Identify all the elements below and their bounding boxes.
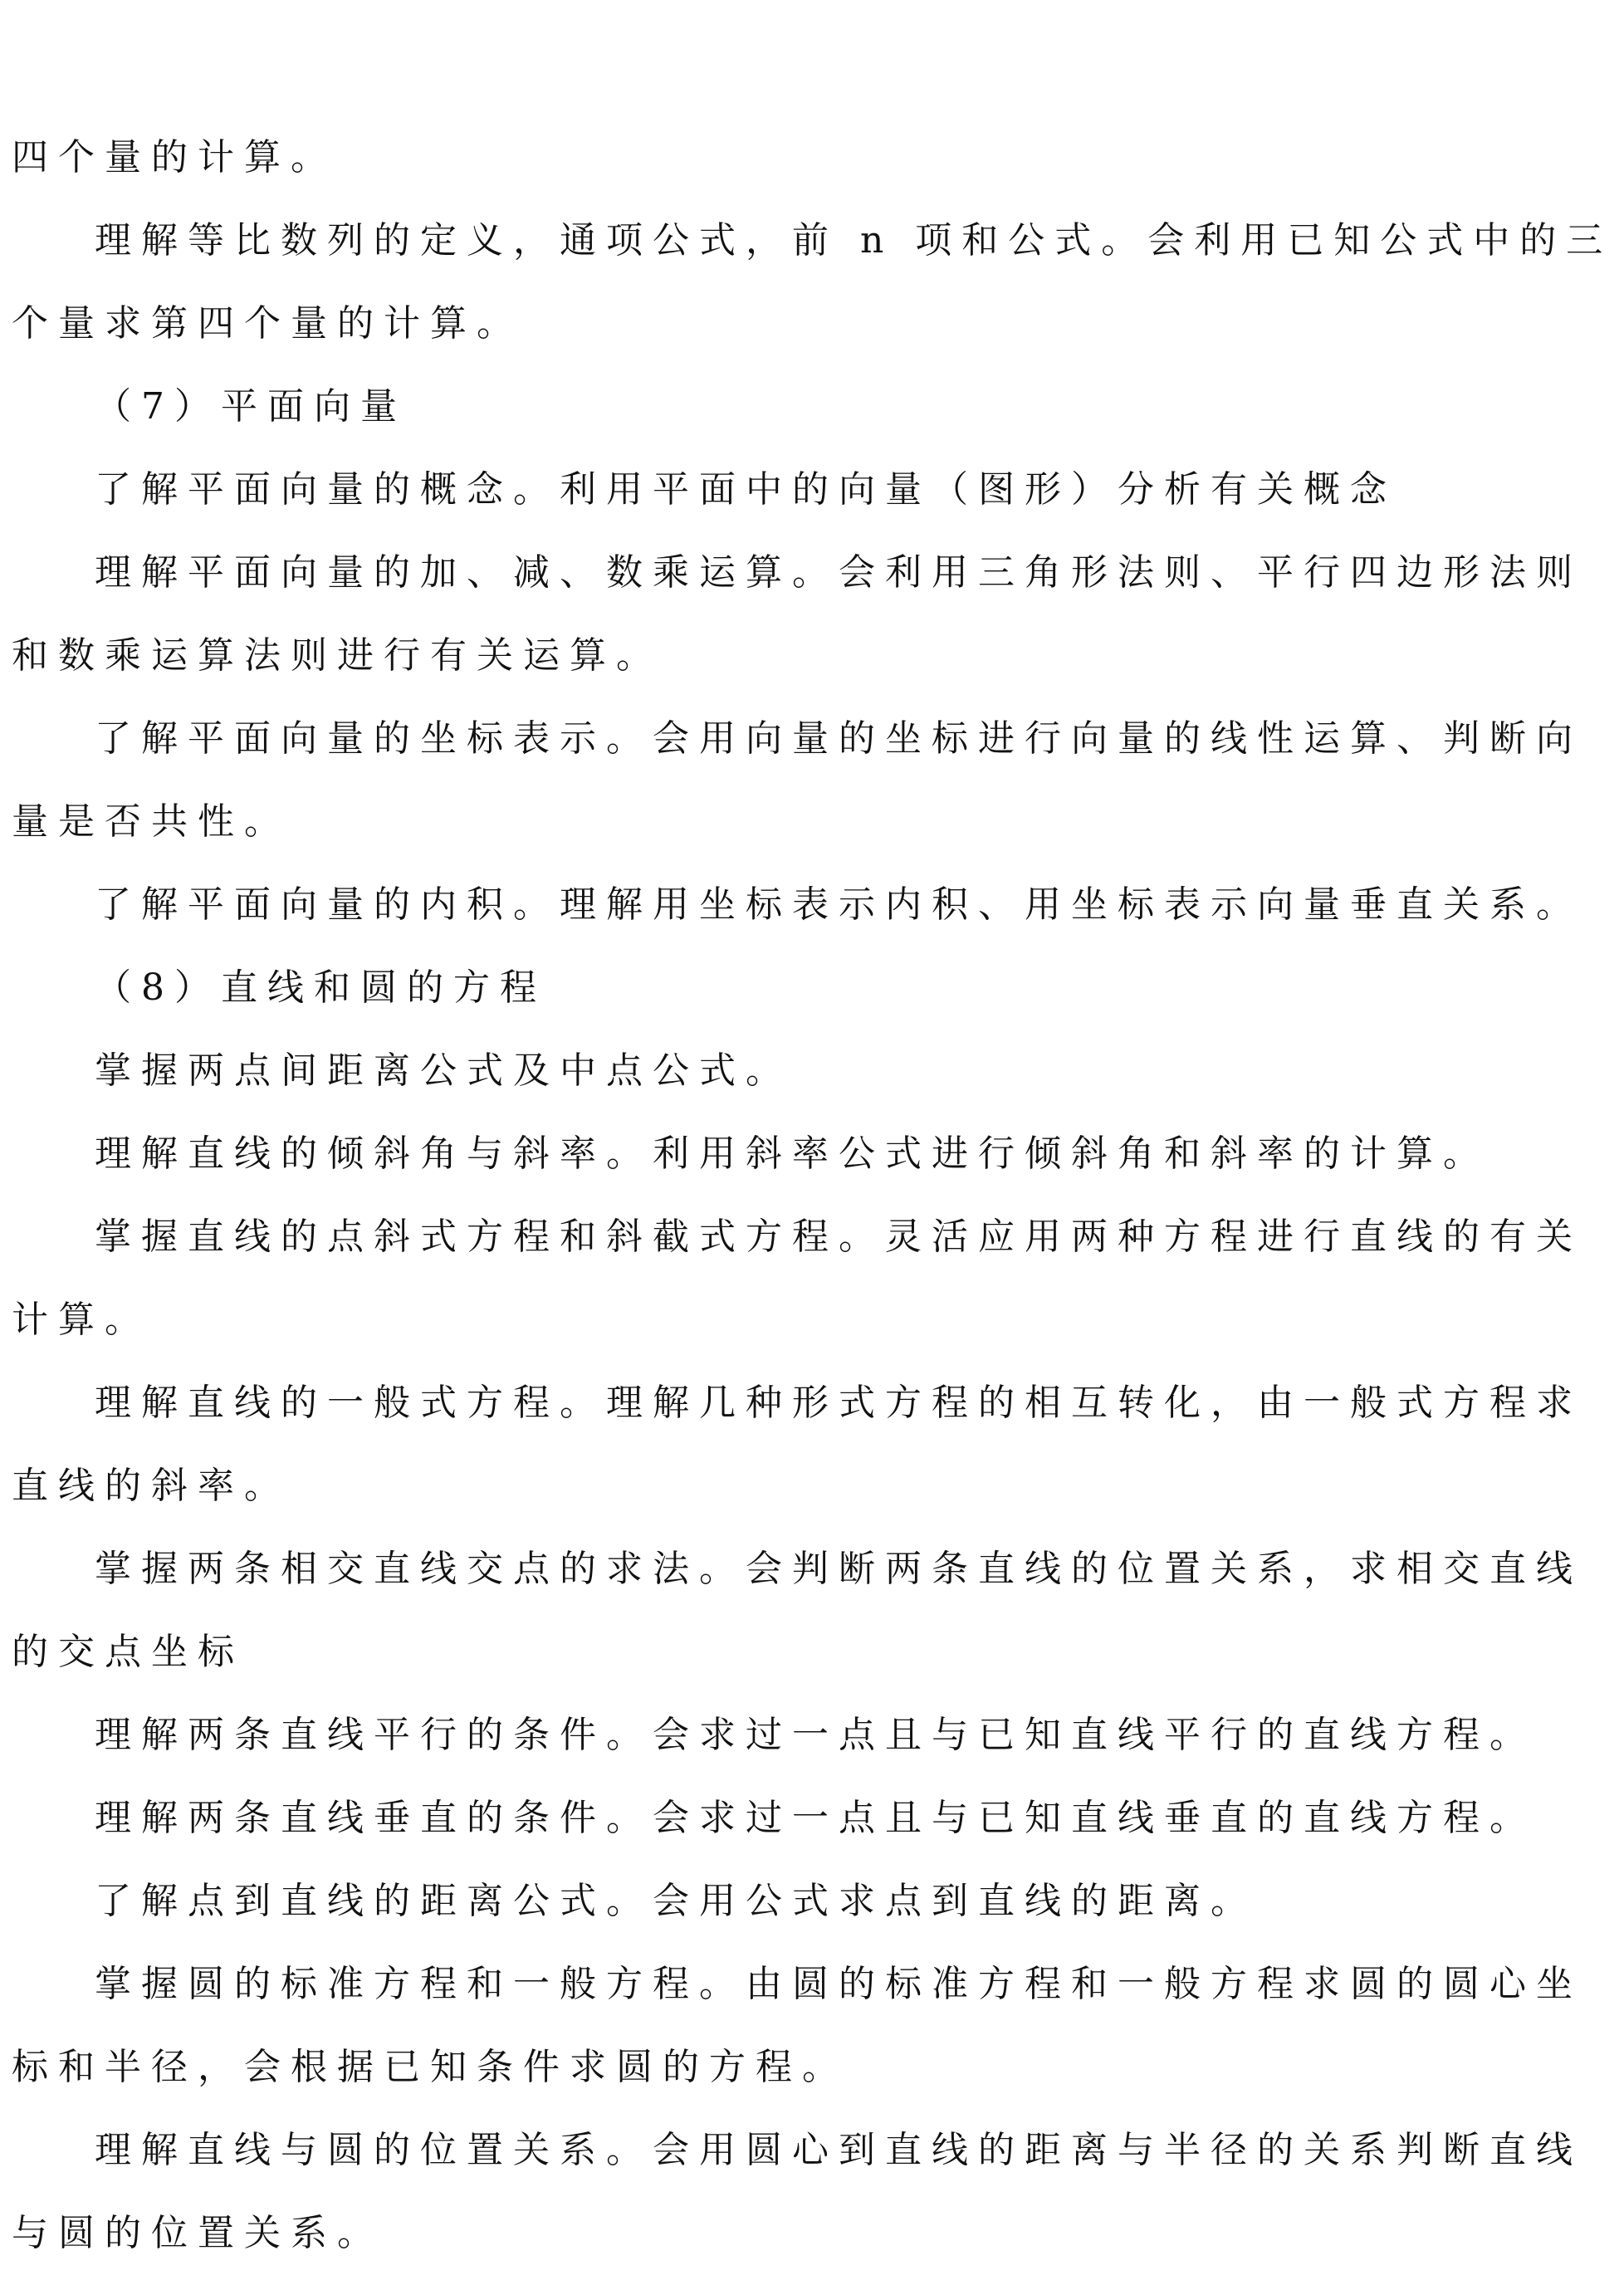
paragraph-line-circle-position: 理解直线与圆的位置关系。会用圆心到直线的距离与半径的关系判断直线与圆的位置关系。 bbox=[12, 2129, 1582, 2254]
paragraph-circle-equation: 掌握圆的标准方程和一般方程。由圆的标准方程和一般方程求圆的圆心坐标和半径，会根据已知条件求圆的方程。 bbox=[12, 1963, 1582, 2088]
paragraph-parallel-lines: 理解两条直线平行的条件。会求过一点且与已知直线平行的直线方程。 bbox=[95, 1714, 1536, 1756]
paragraph-general-form: 理解直线的一般式方程。理解几种形式方程的相互转化，由一般式方程求直线的斜率。 bbox=[12, 1382, 1582, 1507]
paragraph-vector-inner-product: 了解平面向量的内积。理解用坐标表示内积、用坐标表示向量垂直关系。 bbox=[95, 883, 1582, 926]
section-heading-lines-circles: （8）直线和圆的方程 bbox=[95, 966, 546, 1009]
paragraph-perpendicular-lines: 理解两条直线垂直的条件。会求过一点且与已知直线垂直的直线方程。 bbox=[95, 1797, 1536, 1839]
paragraph-intersection: 掌握两条相交直线交点的求法。会判断两条直线的位置关系，求相交直线的交点坐标 bbox=[12, 1548, 1582, 1673]
paragraph-vector-operations: 理解平面向量的加、减、数乘运算。会利用三角形法则、平行四边形法则和数乘运算法则进行有关运算。 bbox=[12, 551, 1582, 677]
paragraph-slope: 理解直线的倾斜角与斜率。利用斜率公式进行倾斜角和斜率的计算。 bbox=[95, 1133, 1489, 1175]
paragraph-vector-coordinates: 了解平面向量的坐标表示。会用向量的坐标进行向量的线性运算、判断向量是否共性。 bbox=[12, 717, 1582, 843]
paragraph-distance-midpoint: 掌握两点间距离公式及中点公式。 bbox=[95, 1049, 792, 1092]
paragraph-point-line-distance: 了解点到直线的距离公式。会用公式求点到直线的距离。 bbox=[95, 1880, 1257, 1922]
paragraph-geometric-sequence: 理解等比数列的定义，通项公式，前 n 项和公式。会利用已知公式中的三个量求第四个量的计算。 bbox=[12, 219, 1613, 345]
document-body bbox=[12, 116, 1614, 2275]
section-heading-plane-vectors: （7）平面向量 bbox=[95, 385, 407, 428]
paragraph-point-slope-form: 掌握直线的点斜式方程和斜截式方程。灵活应用两种方程进行直线的有关计算。 bbox=[12, 1216, 1582, 1341]
paragraph-continuation: 四个量的计算。 bbox=[12, 136, 337, 179]
paragraph-vector-concept: 了解平面向量的概念。利用平面中的向量（图形）分析有关概念 bbox=[95, 468, 1397, 511]
